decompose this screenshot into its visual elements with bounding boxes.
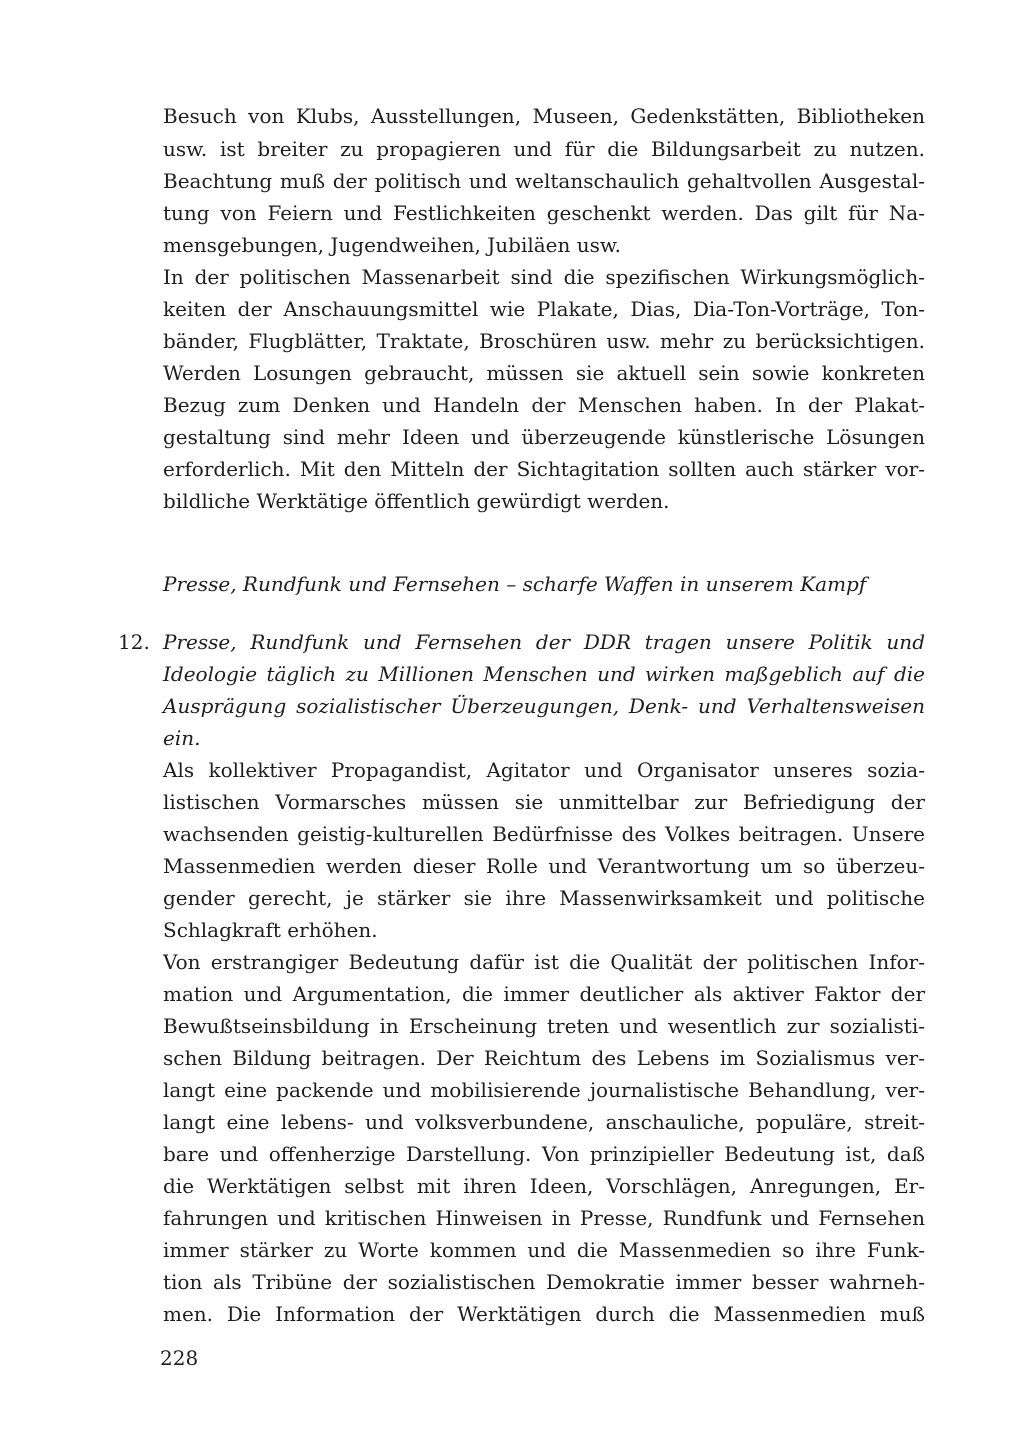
text-line: Massenmedien werden dieser Rolle und Verantwortung um so überzeu- <box>163 854 925 878</box>
text-line: usw. ist breiter zu propagieren und für die Bildungsarbeit zu nutzen. <box>163 137 925 161</box>
text-line: tung von Feiern und Festlichkeiten geschenkt werden. Das gilt für Na- <box>163 201 925 225</box>
text-line: bare und offenherzige Darstellung. Von prinzipieller Bedeutung ist, daß <box>163 1142 925 1166</box>
item-lead-line: ein. <box>163 726 201 750</box>
text-line: Beachtung muß der politisch und weltanschaulich gehaltvollen Ausgestal- <box>163 169 925 193</box>
text-line: wachsenden geistig-kulturellen Bedürfnisse des Volkes beitragen. Unsere <box>163 822 925 846</box>
section-heading: Presse, Rundfunk und Fernsehen – scharfe Waffen in unserem Kampf <box>163 572 867 596</box>
text-line: Besuch von Klubs, Ausstellungen, Museen, Gedenkstätten, Bibliotheken <box>163 104 925 128</box>
text-line: fahrungen und kritischen Hinweisen in Presse, Rundfunk und Fernsehen <box>163 1206 925 1230</box>
text-line: langt eine lebens- und volksverbundene, anschauliche, populäre, streit- <box>163 1110 925 1134</box>
text-line: men. Die Information der Werktätigen durch die Massenmedien muß <box>163 1302 925 1326</box>
text-line: keiten der Anschauungsmittel wie Plakate, Dias, Dia-Ton-Vorträge, Ton- <box>163 297 925 321</box>
text-line: In der politischen Massenarbeit sind die spezifischen Wirkungsmöglich- <box>163 265 925 289</box>
item-lead-line: Ideologie täglich zu Millionen Menschen und wirken maßgeblich auf die <box>163 662 925 686</box>
text-line: Schlagkraft erhöhen. <box>163 918 378 942</box>
text-line: die Werktätigen selbst mit ihren Ideen, Vorschlägen, Anregungen, Er- <box>163 1174 925 1198</box>
text-line: mensgebungen, Jugendweihen, Jubiläen usw. <box>163 233 622 257</box>
text-line: tion als Tribüne der sozialistischen Demokratie immer besser wahrneh- <box>163 1270 925 1294</box>
text-line: erforderlich. Mit den Mitteln der Sichtagitation sollten auch stärker vor- <box>163 457 925 481</box>
text-line: Bezug zum Denken und Handeln der Menschen haben. In der Plakat- <box>163 393 925 417</box>
item-lead-line: Presse, Rundfunk und Fernsehen der DDR tragen unsere Politik und <box>163 630 925 654</box>
text-line: bildliche Werktätige öffentlich gewürdigt werden. <box>163 489 670 513</box>
text-line: listischen Vormarsches müssen sie unmittelbar zur Befriedigung der <box>163 790 925 814</box>
page-number: 228 <box>160 1346 199 1370</box>
text-line: Bewußtseinsbildung in Erscheinung treten und wesentlich zur sozialisti- <box>163 1014 925 1038</box>
item-lead-line: Ausprägung sozialistischer Überzeugungen, Denk- und Verhaltensweisen <box>163 694 925 718</box>
text-line: gender gerecht, je stärker sie ihre Massenwirksamkeit und politische <box>163 886 925 910</box>
text-line: Als kollektiver Propagandist, Agitator und Organisator unseres sozia- <box>163 758 925 782</box>
text-line: bänder, Flugblätter, Traktate, Broschüren usw. mehr zu berücksichtigen. <box>163 329 925 353</box>
item-number: 12. <box>118 630 150 654</box>
text-line: Werden Losungen gebraucht, müssen sie aktuell sein sowie konkreten <box>163 361 925 385</box>
text-line: mation und Argumentation, die immer deutlicher als aktiver Faktor der <box>163 982 925 1006</box>
text-line: immer stärker zu Worte kommen und die Massenmedien so ihre Funk- <box>163 1238 925 1262</box>
text-line: langt eine packende und mobilisierende journalistische Behandlung, ver- <box>163 1078 925 1102</box>
text-line: schen Bildung beitragen. Der Reichtum des Lebens im Sozialismus ver- <box>163 1046 925 1070</box>
text-line: Von erstrangiger Bedeutung dafür ist die Qualität der politischen Infor- <box>163 950 925 974</box>
text-line: gestaltung sind mehr Ideen und überzeugende künstlerische Lösungen <box>163 425 925 449</box>
